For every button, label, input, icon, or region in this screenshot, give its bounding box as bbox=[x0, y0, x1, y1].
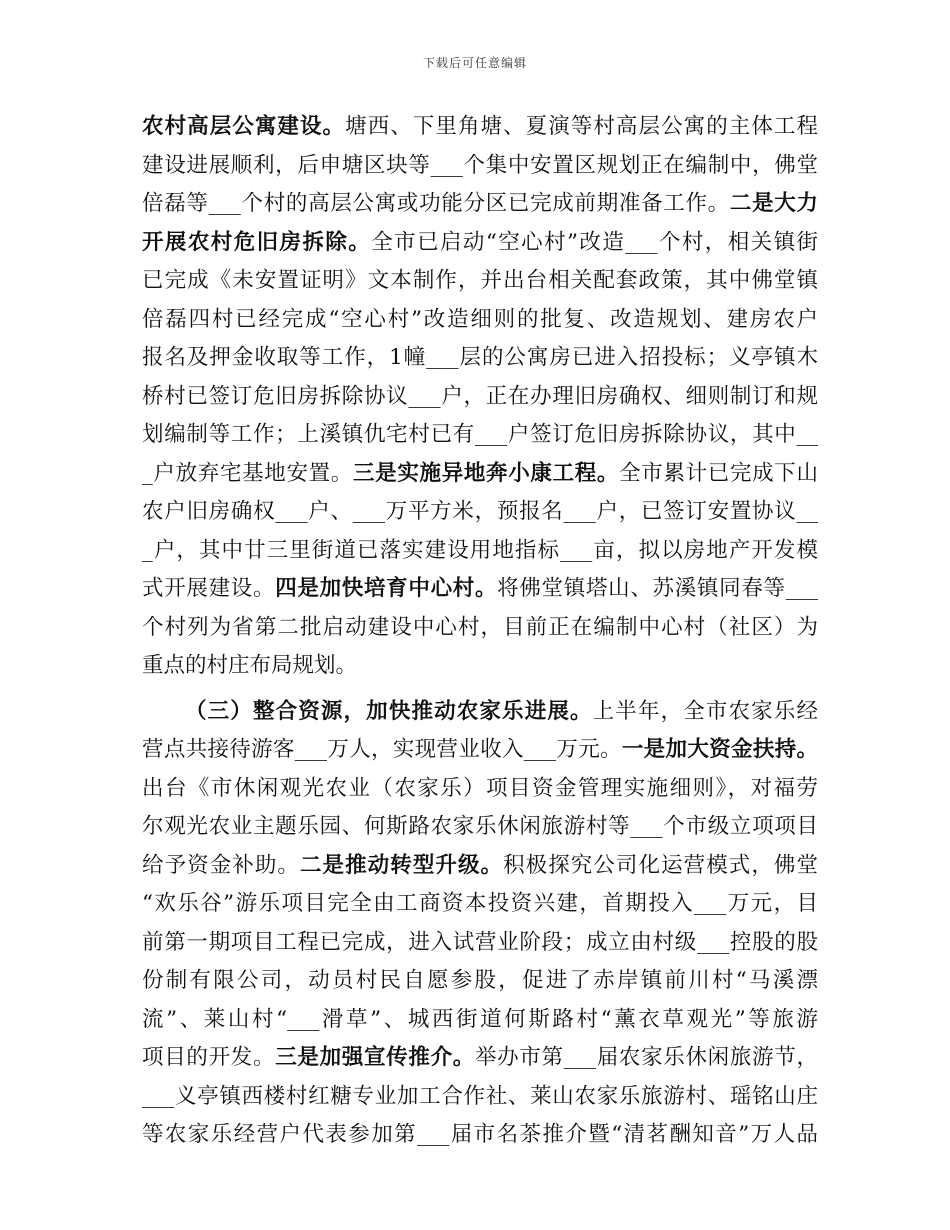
bold-heading-text: 一是加大资金扶持。 bbox=[621, 737, 818, 762]
text-line bbox=[142, 889, 818, 928]
bold-heading-text: 开展农村危旧房拆除。 bbox=[142, 229, 372, 255]
text-line bbox=[142, 112, 818, 151]
bold-heading-text: 三是加强宣传推介。 bbox=[275, 1045, 475, 1070]
text-line bbox=[142, 1043, 818, 1082]
text-line bbox=[142, 928, 818, 967]
text-line bbox=[142, 774, 818, 813]
body-text: 重点的村庄布局规划。 bbox=[142, 653, 358, 678]
body-text: 式开展建设。 bbox=[142, 576, 276, 601]
body-text: _户，其中廿三里街道已落实建设用地指标___亩，拟以房地产开发模 bbox=[142, 537, 818, 563]
text-line bbox=[142, 697, 818, 736]
text-line bbox=[142, 228, 818, 267]
body-text: 份制有限公司，动员村民自愿参股，促进了赤岸镇前川村“马溪漂 bbox=[142, 968, 818, 993]
bold-heading-text: 二是推动转型升级。 bbox=[299, 852, 504, 878]
bold-heading-text: （三）整合资源，加快推动农家乐进展。 bbox=[185, 698, 593, 724]
body-text: 全市累计已完成下山 bbox=[619, 460, 818, 486]
text-line bbox=[142, 651, 818, 690]
body-text: _户放弃宅基地安置。 bbox=[142, 460, 353, 486]
text-line bbox=[142, 305, 818, 344]
bold-heading-text: 农村高层公寓建设。 bbox=[142, 114, 346, 139]
body-text: 尔观光农业主题乐园、何斯路农家乐休闲旅游村等___个市级立项项目 bbox=[142, 814, 818, 839]
text-line bbox=[142, 420, 818, 459]
body-text: 将佛堂镇塔山、苏溪镇同春等___ bbox=[497, 576, 818, 601]
text-line bbox=[142, 343, 818, 382]
body-text: 塘西、下里角塘、夏演等村高层公寓的主体工程 bbox=[345, 114, 818, 139]
bold-heading-text: 二是大力 bbox=[729, 191, 818, 216]
paragraph bbox=[142, 697, 818, 1159]
page-header: 下载后可任意编辑 bbox=[422, 56, 527, 70]
body-text: 等农家乐经营户代表参加第___届市名茶推介暨“清茗酬知音”万人品 bbox=[142, 1122, 818, 1147]
body-text: 建设进展顺利，后申塘区块等___个集中安置区规划正在编制中，佛堂 bbox=[142, 152, 818, 178]
text-line bbox=[142, 1120, 818, 1159]
text-line bbox=[142, 151, 818, 190]
body-text: 倍磊等___个村的高层公寓或功能分区已完成前期准备工作。 bbox=[142, 191, 730, 216]
body-text: 农户旧房确权___户、___万平方米，预报名___户，已签订安置协议__ bbox=[142, 499, 818, 524]
body-text: 全市已启动“空心村”改造___个村，相关镇街 bbox=[371, 229, 818, 255]
text-line bbox=[142, 266, 818, 305]
text-line bbox=[142, 1005, 818, 1044]
body-text: 项目的开发。 bbox=[142, 1045, 276, 1070]
text-line bbox=[142, 574, 818, 613]
body-text: 倍磊四村已经完成“空心村”改造细则的批复、改造规划、建房农户 bbox=[142, 306, 818, 332]
text-line bbox=[142, 1082, 818, 1121]
text-line bbox=[142, 735, 818, 774]
body-text: “欢乐谷”游乐项目完全由工商资本投资兴建，首期投入___万元，目 bbox=[142, 891, 818, 916]
body-text: 个村列为省第二批启动建设中心村，目前正在编制中心村（社区）为 bbox=[142, 614, 818, 640]
text-line bbox=[142, 189, 818, 228]
body-text: 已完成《未安置证明》文本制作，并出台相关配套政策，其中佛堂镇 bbox=[142, 268, 818, 293]
body-text: 划编制等工作；上溪镇仇宅村已有___户签订危旧房拆除协议，其中__ bbox=[142, 422, 818, 447]
body-text: 桥村已签订危旧房拆除协议___户，正在办理旧房确权、细则制订和规 bbox=[142, 383, 818, 409]
body-text: 报名及押金收取等工作，1幢___层的公寓房已进入招投标；义亭镇木 bbox=[142, 345, 818, 370]
bold-heading-text: 三是实施异地奔小康工程。 bbox=[353, 460, 620, 486]
body-text: 流”、莱山村“___滑草”、城西街道何斯路村“薰衣草观光”等旅游 bbox=[142, 1006, 818, 1032]
body-text: ___义亭镇西楼村红糖专业加工合作社、莱山农家乐旅游村、瑶铭山庄 bbox=[142, 1083, 818, 1109]
text-line bbox=[142, 966, 818, 1005]
body-text: 上半年，全市农家乐经 bbox=[592, 698, 818, 724]
text-line bbox=[142, 812, 818, 851]
text-line bbox=[142, 613, 818, 652]
text-line bbox=[142, 851, 818, 890]
body-text: 积极探究公司化运营模式，佛堂 bbox=[503, 852, 818, 878]
text-line bbox=[142, 459, 818, 498]
body-text: 前第一期项目工程已完成，进入试营业阶段；成立由村级___控股的股 bbox=[142, 929, 818, 955]
bold-heading-text: 四是加快培育中心村。 bbox=[275, 576, 498, 601]
paragraph-gap bbox=[142, 690, 818, 697]
text-line bbox=[142, 382, 818, 421]
document-body bbox=[142, 112, 818, 1159]
body-text: 出台《市休闲观光农业（农家乐）项目资金管理实施细则》，对福劳 bbox=[142, 775, 818, 801]
text-line bbox=[142, 536, 818, 575]
body-text: 给予资金补助。 bbox=[142, 852, 300, 878]
body-text: 举办市第___届农家乐休闲旅游节， bbox=[474, 1045, 818, 1070]
body-text: 营点共接待游客___万人，实现营业收入___万元。 bbox=[142, 737, 622, 762]
paragraph bbox=[142, 112, 818, 690]
text-line bbox=[142, 497, 818, 536]
